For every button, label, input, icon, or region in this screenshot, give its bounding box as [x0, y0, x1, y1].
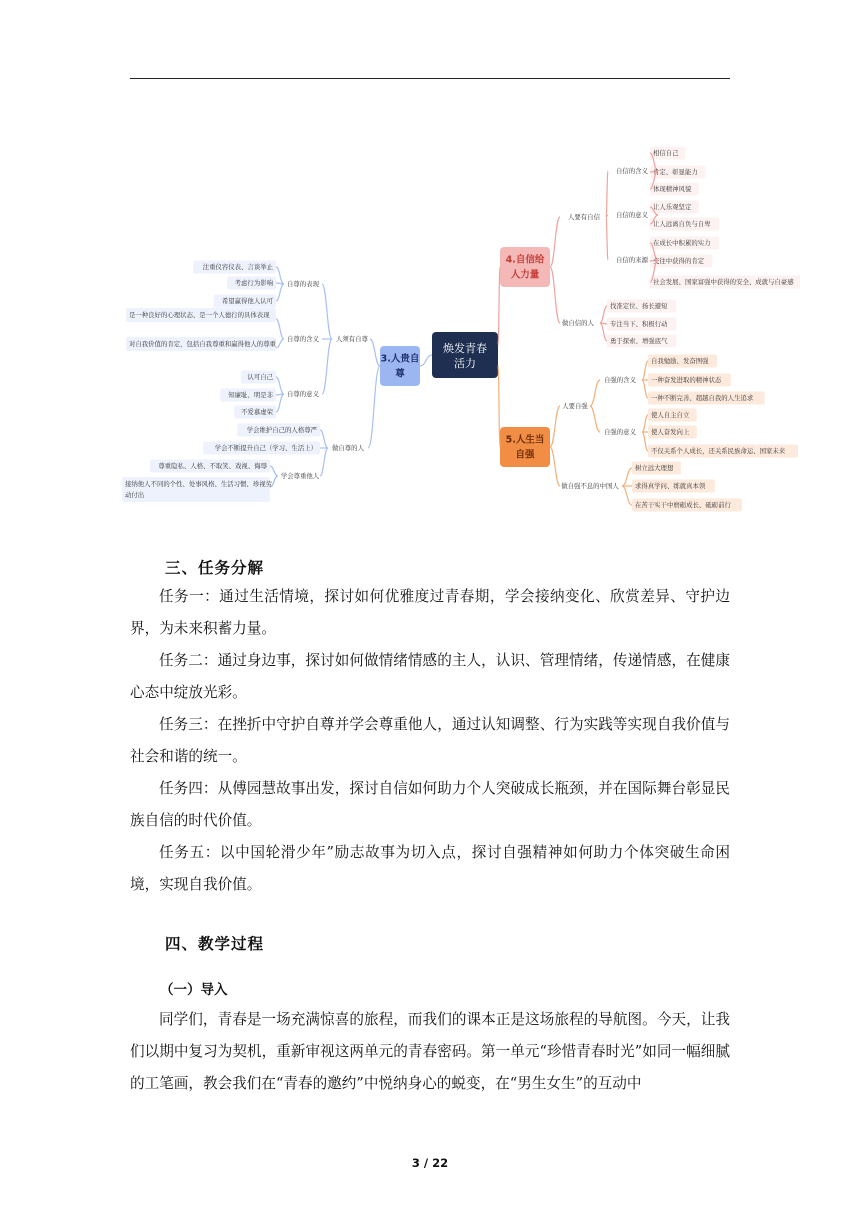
mind-map-leaf: 尊重隐私、人格、不取笑、戏视、侮辱 [158, 462, 267, 470]
mind-map-sub-label: 学会尊重他人 [280, 472, 320, 480]
mind-map-group-label: 人要有自信 [568, 213, 600, 221]
mind-map-leaf: 不爱慕虚荣 [241, 408, 273, 416]
mind-map-connector [642, 361, 648, 380]
branch-self-strengthening [500, 427, 550, 467]
mind-map-leaf: 一种奋发进取的精神状态 [651, 376, 722, 384]
subsection-intro-title: （一）导入 [160, 982, 228, 998]
mind-map-root [432, 332, 498, 378]
mind-map-leaf: 使人自主自立 [651, 411, 690, 419]
mind-map-leaf: 知廉耻、明是非 [228, 391, 273, 399]
mind-map-sub-label: 自信的含义 [616, 167, 648, 175]
task-4: 任务四：从傅园慧故事出发，探讨自信如何助力个人突破成长瓶颈，并在国际舞台彰显民族自信的时代价值。 [130, 780, 730, 829]
task-5: 任务五：以中国轮滑少年”励志故事为切入点，探讨自强精神如何助力个体突破生命困境，实现自我价值。 [130, 844, 730, 893]
intro-paragraph: 同学们，青春是一场充满惊喜的旅程，而我们的课本正是这场旅程的导航图。今天，让我们以期中复习为契机，重新审视这两单元的青春密码。第一单元“珍惜青春时光”如同一幅细腻的工笔画，教会我们在“青春的邀约”中悦纳身心的蜕变，在“男生女生”的互动中 [130, 1011, 730, 1092]
branch-confidence-label: 4.自信给 [505, 254, 545, 266]
mind-map-leaf: 对自我价值的肯定，包括自我尊重和赢得他人的尊重 [129, 340, 276, 348]
task-3: 任务三：在挫折中守护自尊并学会尊重他人，通过认知调整、行为实践等实现自我价值与社会和谐的统一。 [130, 716, 730, 765]
mind-map-leaf: 学会不断提升自己（学习、生活上） [214, 444, 317, 452]
mind-map-connector [550, 447, 560, 486]
mind-map-group-label: 做自信的人 [562, 319, 594, 327]
mind-map-sub-label: 自信的来源 [616, 256, 648, 264]
mind-map-connector [606, 217, 608, 260]
mind-map-connector [642, 432, 648, 451]
mind-map-leaf: 肯定、彰显能力 [653, 168, 698, 176]
header-rule [130, 78, 730, 79]
mind-map-sub-label: 自信的意义 [616, 211, 648, 219]
mind-map-connector [276, 267, 284, 284]
mind-map-group-label: 人要自强 [562, 402, 588, 410]
mind-map-leaf: 注重仪容仪表、言谈举止 [202, 263, 273, 271]
mind-map-leaf: 不仅关系个人成长，还关系民族命运、国家未来 [651, 447, 786, 455]
mind-map-connector [320, 430, 328, 448]
mind-map-leaf: 接纳他人不同的个性、处事风格、生活习惯、珍视劳 [125, 480, 272, 488]
mind-map-leaf: 认可自己 [247, 373, 273, 381]
mind-map-group-label: 人须有自尊 [336, 335, 368, 343]
mind-map-leaf: 一种不断完善、超越自我的人生追求 [651, 394, 754, 402]
mind-map-connector [550, 267, 560, 323]
mind-map-leaf: 树立远大理想 [635, 464, 674, 472]
mind-map-sub-label: 自尊的意义 [287, 390, 319, 398]
mind-map-leaf: 动付出 [125, 491, 145, 499]
mind-map-leaf: 找准定位、扬长避短 [610, 302, 668, 310]
branch-confidence-label: 人力量 [510, 269, 540, 281]
mind-map-connector [276, 377, 284, 394]
mind-map-connector [498, 365, 500, 447]
mind-map-connector [550, 217, 560, 267]
mind-map-group-label: 做自尊的人 [332, 444, 364, 452]
mind-map-group-label: 做自强不息的中国人 [561, 482, 619, 490]
mind-map-leaf: 希望赢得他人认可 [221, 297, 273, 305]
mind-map-root-label: 焕发青春 [443, 342, 487, 355]
mind-map-sub-label: 自强的含义 [604, 376, 636, 384]
mind-map [110, 135, 800, 520]
branch-confidence [500, 247, 550, 287]
mind-map-sub-label: 自强的意义 [604, 428, 636, 436]
mind-map-sub-label: 自尊的表现 [287, 280, 319, 288]
mind-map-connector [270, 466, 278, 476]
mind-map-connector [276, 394, 284, 412]
mind-map-leaf: 是一种良好的心理状态、是一个人德行的具体表现 [129, 311, 270, 319]
mind-map-root-label: 活力 [454, 357, 476, 370]
mind-map-leaf: 专注当下、积极行动 [610, 320, 668, 328]
mind-map-connector [600, 323, 607, 341]
branch-self-respect-label: 3.人贵自 [380, 353, 420, 365]
mind-map-connector [370, 339, 380, 366]
mind-map-leaf: 使人奋发向上 [651, 428, 690, 436]
branch-self-strengthening-label: 5.人生当 [505, 434, 545, 446]
mind-map-leaf: 社会发展、国家富强中获得的安全、成就与自豪感 [653, 278, 794, 286]
mind-map-leaf: 考虑行为影响 [234, 279, 273, 287]
mind-map-connector [622, 486, 632, 505]
section-3-title: 三、任务分解 [165, 559, 265, 577]
branch-self-respect [380, 346, 420, 386]
mind-map-connector [320, 448, 328, 476]
branch-self-respect-label: 尊 [395, 368, 405, 380]
mind-map-connector [368, 366, 380, 448]
task-1: 任务一：通过生活情境，探讨如何优雅度过青春期，学会接纳变化、欣赏差异、守护边界，为未来积蓄力量。 [130, 588, 730, 637]
mind-map-connector [606, 171, 608, 217]
mind-map-leaf: 让人远离自负与自卑 [653, 220, 711, 228]
mind-map-leaf: 学会维护自己的人格尊严 [246, 426, 317, 434]
task-2: 任务二：通过身边事，探讨如何做情绪情感的主人，认识、管理情绪，传递情感，在健康心态中绽放光彩。 [130, 652, 730, 701]
mind-map-connector [276, 319, 284, 339]
mind-map-connector [600, 306, 607, 323]
mind-map-connector [322, 339, 332, 394]
branch-self-strengthening-label: 自强 [515, 449, 535, 461]
mind-map-sub-label: 自尊的含义 [287, 335, 319, 343]
mind-map-connector [622, 468, 632, 486]
page-number: 3 / 22 [411, 1156, 449, 1170]
mind-map-connector [498, 267, 500, 345]
mind-map-leaf: 勇于探索、增强底气 [610, 337, 668, 345]
mind-map-connector [642, 380, 648, 398]
mind-map-connector [590, 406, 600, 432]
mind-map-leaf: 求得真学问、练就真本领 [635, 482, 706, 490]
mind-map-leaf: 在苦干实干中磨砺成长、砥砺前行 [635, 501, 731, 509]
mind-map-leaf: 相信自己 [653, 149, 679, 157]
mind-map-leaf: 自我勉励、发奋图强 [651, 357, 709, 365]
mind-map-connector [642, 415, 648, 432]
mind-map-connector [550, 406, 560, 447]
section-4-title: 四、教学过程 [165, 935, 265, 953]
mind-map-leaf: 交往中获得的肯定 [653, 257, 705, 265]
mind-map-leaf: 体现精神风貌 [653, 185, 692, 193]
mind-map-connector [590, 380, 600, 406]
mind-map-leaf: 让人乐观坚定 [653, 203, 692, 211]
mind-map-connector [420, 355, 432, 366]
mind-map-connector [276, 284, 284, 301]
mind-map-connector [322, 284, 332, 339]
mind-map-leaf: 在成长中积累的实力 [653, 239, 711, 247]
mind-map-connector [276, 339, 284, 348]
